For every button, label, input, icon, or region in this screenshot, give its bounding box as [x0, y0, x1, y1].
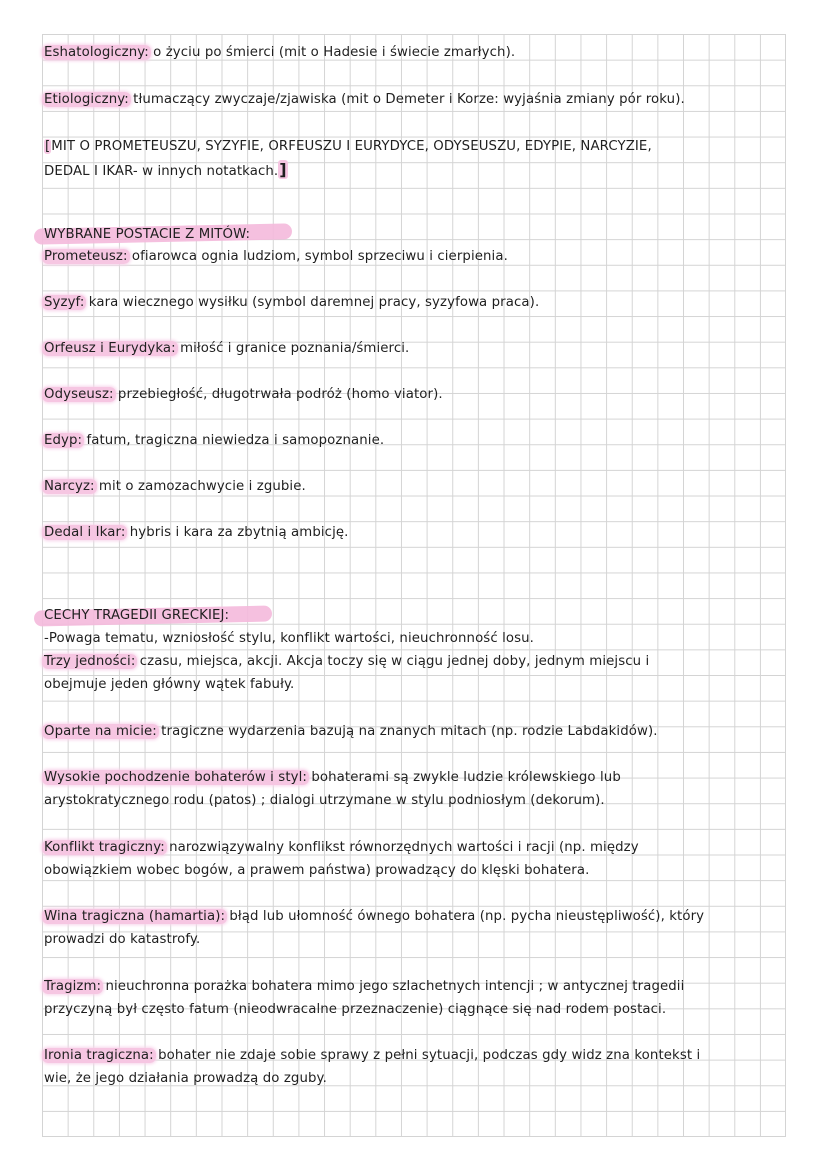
term-highlight: Eshatologiczny: — [44, 45, 149, 60]
tragedy-item-continued: wie, że jego działania prowadzą do zguby. — [44, 1071, 327, 1086]
note-line-2 — [44, 161, 288, 181]
term-highlight: Orfeusz i Eurydyka: — [44, 341, 176, 356]
definition-text: nieuchronna porażka bohatera mimo jego szlachetnych intencji ; w antycznej tragedii — [101, 979, 685, 994]
definition-text: narozwiązywalny konflikst równorzędnych wartości i racji (np. między — [164, 840, 639, 855]
term-highlight: Trzy jedności: — [44, 654, 136, 669]
figure-item — [44, 340, 409, 358]
figure-item — [44, 432, 384, 450]
term-highlight: Edyp: — [44, 433, 83, 448]
term-highlight: Odyseusz: — [44, 387, 114, 402]
definition-text: bohaterami są zwykle ludzie królewskiego lub — [307, 770, 621, 785]
tragedy-item — [44, 839, 639, 857]
term-highlight: Ironia tragiczna: — [44, 1048, 154, 1063]
definition-text: o życiu po śmierci (mit o Hadesie i świecie zmarłych). — [148, 45, 516, 60]
definition-text: fatum, tragiczna niewiedza i samopoznanie. — [82, 433, 385, 448]
definition-text: mit o zamozachwycie i zgubie. — [94, 479, 306, 494]
section-heading-tragedy: CECHY TRAGEDII GRECKIEJ: — [44, 608, 230, 623]
term-highlight: Wina tragiczna (hamartia): — [44, 909, 226, 924]
grid-notebook-page — [42, 34, 786, 1137]
definition-text: kara wiecznego wysiłku (symbol daremnej pracy, syzyfowa praca). — [84, 295, 540, 310]
term-highlight: Narcyz: — [44, 479, 95, 494]
term-highlight: Konflikt tragiczny: — [44, 840, 165, 855]
tragedy-intro: -Powaga tematu, wzniosłość stylu, konflikt wartości, nieuchronność losu. — [44, 631, 534, 646]
myth-type-eschatological — [44, 44, 515, 62]
definition-text: ofiarowca ognia ludziom, symbol sprzeciwu i cierpienia. — [127, 249, 508, 264]
term-highlight: Tragizm: — [44, 979, 102, 994]
close-bracket: ] — [279, 160, 287, 179]
section-heading-figures: WYBRANE POSTACIE Z MITÓW: — [44, 227, 251, 242]
tragedy-item-continued: prowadzi do katastrofy. — [44, 932, 201, 947]
definition-text: tłumaczący zwyczaje/zjawiska (mit o Demeter i Korze: wyjaśnia zmiany pór roku). — [128, 92, 685, 107]
figure-item — [44, 478, 306, 496]
tragedy-item-continued: obowiązkiem wobec bogów, a prawem państwa) prowadzący do klęski bohatera. — [44, 863, 590, 878]
term-highlight: Etiologiczny: — [44, 92, 129, 107]
definition-text: miłość i granice poznania/śmierci. — [175, 341, 410, 356]
term-highlight: Dedal i Ikar: — [44, 525, 126, 540]
tragedy-item — [44, 908, 704, 926]
note-text: MIT O PROMETEUSZU, SYZYFIE, ORFEUSZU I EURYDYCE, ODYSEUSZU, EDYPIE, NARCYZIE, — [51, 139, 652, 154]
tragedy-item — [44, 723, 658, 741]
tragedy-item — [44, 653, 649, 671]
term-highlight: Prometeusz: — [44, 249, 128, 264]
definition-text: tragiczne wydarzenia bazują na znanych mitach (np. rodzie Labdakidów). — [156, 724, 658, 739]
definition-text: czasu, miejsca, akcji. Akcja toczy się w ciągu jednej doby, jednym miejscu i — [135, 654, 650, 669]
open-bracket: [ — [45, 139, 51, 154]
tragedy-item-continued: obejmuje jeden główny wątek fabuły. — [44, 677, 295, 692]
myth-type-etiological — [44, 91, 685, 109]
definition-text: przebiegłość, długotrwała podróż (homo viator). — [113, 387, 443, 402]
note-line-1 — [44, 138, 652, 156]
term-highlight: Oparte na micie: — [44, 724, 157, 739]
tragedy-item — [44, 769, 621, 787]
definition-text: hybris i kara za zbytnią ambicję. — [125, 525, 349, 540]
definition-text: bohater nie zdaje sobie sprawy z pełni sytuacji, podczas gdy widz zna kontekst i — [153, 1048, 701, 1063]
figure-item — [44, 386, 443, 404]
tragedy-item — [44, 1047, 700, 1065]
term-highlight: Wysokie pochodzenie bohaterów i styl: — [44, 770, 307, 785]
figure-item — [44, 294, 539, 312]
note-text: DEDAL I IKAR- w innych notatkach. — [44, 164, 279, 179]
definition-text: błąd lub ułomność ównego bohatera (np. pycha nieustępliwość), który — [225, 909, 705, 924]
tragedy-item-continued: arystokratycznego rodu (patos) ; dialogi utrzymane w stylu podniosłym (dekorum). — [44, 793, 605, 808]
tragedy-item-continued: przyczyną był często fatum (nieodwracalne przeznaczenie) ciągnące się nad rodem postaci. — [44, 1002, 667, 1017]
figure-item — [44, 524, 348, 542]
tragedy-item — [44, 978, 684, 996]
term-highlight: Syzyf: — [44, 295, 85, 310]
figure-item — [44, 248, 508, 266]
